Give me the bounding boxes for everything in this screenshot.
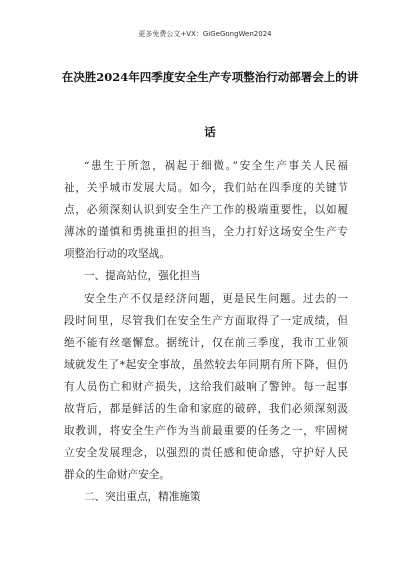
header-note: 更多免费公文+VX：GiGeGongWen2024 xyxy=(138,30,272,38)
paragraph-line: 域就发生了*起安全事故，虽然较去年同期有所下降，但仍 xyxy=(64,359,348,371)
document-title-line-2: 话 xyxy=(204,125,216,139)
document-title-line-1: 在决胜2024年四季度安全生产专项整治行动部署会上的讲 xyxy=(61,70,359,84)
paragraph-line: 立安全发展理念，以强烈的责任感和使命感，守护好人民 xyxy=(64,447,348,459)
paragraph-line: 群众的生命财产安全。 xyxy=(64,469,170,481)
paragraph-line: 有人员伤亡和财产损失，这给我们敲响了警钟。每一起事 xyxy=(64,381,348,393)
paragraph-line: 薄冰的谨慎和勇挑重担的担当，全力打好这场安全生产专 xyxy=(64,226,348,238)
section-heading-1: 一、提高站位，强化担当 xyxy=(84,270,201,282)
paragraph-line: 取教训，将安全生产作为当前最重要的任务之一，牢固树 xyxy=(64,425,348,437)
paragraph-line: 祉，关乎城市发展大局。如今，我们站在四季度的关键节 xyxy=(64,182,348,194)
paragraph-line: 段时间里，尽管我们在安全生产方面取得了一定成绩，但 xyxy=(64,315,348,327)
paragraph-line: 点，必须深刻认识到安全生产工作的极端重要性，以如履 xyxy=(64,204,348,216)
paragraph-line: “患生于所忽，祸起于细微。”安全生产事关人民福 xyxy=(84,160,348,172)
paragraph-line: 项整治行动的攻坚战。 xyxy=(64,248,170,260)
paragraph-line: 安全生产不仅是经济问题，更是民生问题。过去的一 xyxy=(84,293,348,305)
paragraph-line: 故背后，都是鲜活的生命和家庭的破碎，我们必须深刻汲 xyxy=(64,403,348,415)
section-heading-2: 二、突出重点，精准施策 xyxy=(84,491,201,503)
paragraph-line: 绝不能有丝毫懈怠。据统计，仅在前三季度，我市工业领 xyxy=(64,337,348,349)
